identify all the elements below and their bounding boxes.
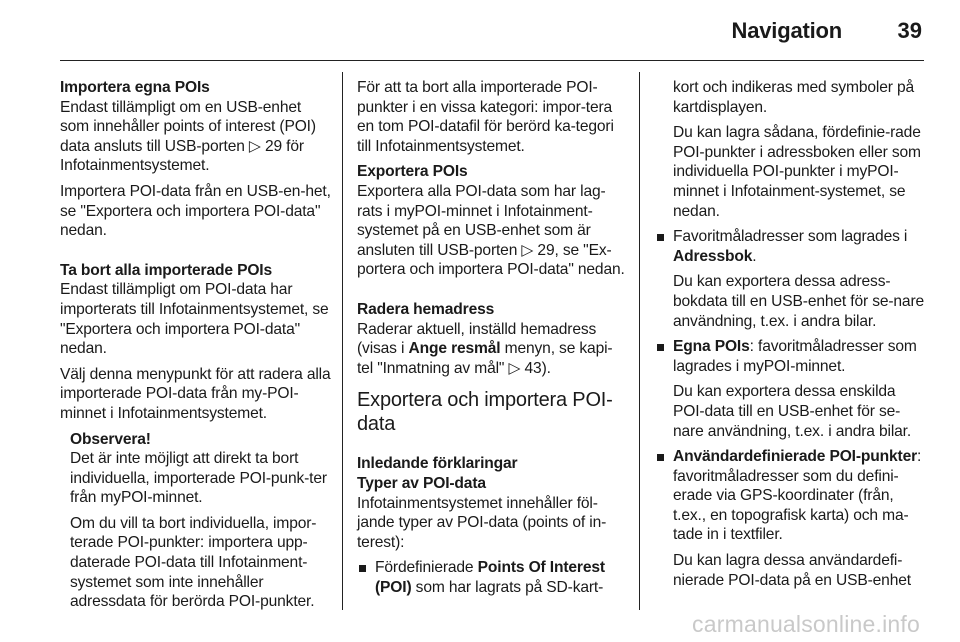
bullet-item: Fördefinierade Points Of Interest (POI) som har lagrats på SD-kart- [357,558,627,597]
page-header [0,0,960,60]
bullet-item: Användardefinierade POI-punkter: favoritmåladresser som du defini-erade via GPS-koordinater (från, t.ex., en topografisk karta) och ma-tade in i textfiler. [655,447,929,545]
section-heading: Importera egna POIs [60,79,210,96]
bullet-paragraph: Du kan exportera dessa enskilda POI-data till en USB-enhet för se-nare användning, t.ex. i andra bilar. [673,383,912,440]
note-paragraph: Om du vill ta bort individuella, impor-terade POI-punkter: importera upp-daterade POI-data till Infotainment-systemet som inte innehåller adressdata för berörda POI-punkter. [70,514,317,611]
paragraph: Endast tillämpligt om en USB-enhet som innehåller points of interest (POI) data ansluts till USB-porten ▷ 29 för Infotainmentsystemet. [60,98,316,175]
column-2 [357,78,627,603]
note-paragraph: Det är inte möjligt att direkt ta bort individuella, importerade POI-punk-ter från myPOI-minnet. [70,450,327,507]
paragraph: Endast tillämpligt om POI-data har importerats till Infotainmentsystemet, se "Exportera och importera POI-data" nedan. [60,281,329,358]
sub-heading: Inledande förklaringar [357,455,518,473]
note-heading: Observera! [70,430,151,448]
note-box [60,430,332,612]
bullet-paragraph: Du kan lagra sådana, fördefinie-rade POI-punkter i adressboken eller som individuella POI-punkter i myPOI-minnet i Infotainment-systemet, se nedan. [673,124,921,220]
watermark: carmanualsonline.info [692,611,920,637]
bullet-continuation: kort och indikeras med symboler på kartdisplayen. [673,79,915,116]
paragraph: Infotainmentsystemet innehåller föl-jande typer av POI-data (points of in-terest): [357,494,607,551]
column-1 [60,78,332,618]
menu-reference: Ange resmål [408,340,501,358]
sub-heading: Typer av POI-data [357,474,486,492]
bullet-item: Egna POIs: favoritmåladresser som lagrades i myPOI-minnet. [655,337,929,376]
column-3 [655,78,929,596]
paragraph: Raderar aktuell, inställd hemadress (visas i Ange resmål menyn, se kapi-tel "Inmatning av mål" ▷ 43). [357,320,613,377]
column-divider-1 [342,72,343,610]
section-heading: Radera hemadress [357,300,495,318]
section-heading: Exportera POIs [357,163,468,181]
menu-reference: Adressbok [673,247,753,265]
bullet-paragraph: Du kan lagra dessa användardefi-nierade POI-data på en USB-enhet [673,552,911,589]
header-rule [60,60,924,61]
paragraph: Välj denna menypunkt för att radera alla importerade POI-data från my-POI-minnet i Infotainmentsystemet. [60,365,331,422]
bullet-paragraph: Du kan exportera dessa adress-bokdata till en USB-enhet för se-nare användning, t.ex. i andra bilar. [673,273,925,330]
bullet-item: Favoritmåladresser som lagrades i Adressbok. [655,227,929,266]
paragraph: Importera POI-data från en USB-en-het, se "Exportera och importera POI-data" nedan. [60,182,331,240]
section-heading: Ta bort alla importerade POIs [60,261,272,279]
page-title: Navigation [731,18,842,43]
page-number: 39 [897,18,922,43]
paragraph: För att ta bort alla importerade POI-punkter i en vissa kategori: impor-tera en tom POI-datafil för berörd ka-tegori till Infotainmentsystemet. [357,79,614,155]
chapter-heading: Exportera och importera POI-data [357,389,613,436]
paragraph: Exportera alla POI-data som har lag-rats i myPOI-minnet i Infotainment-systemet på en USB-enhet som är ansluten till USB-porten ▷ 29, se "Ex-portera och importera POI-data" nedan. [357,182,625,279]
column-divider-2 [639,72,640,610]
